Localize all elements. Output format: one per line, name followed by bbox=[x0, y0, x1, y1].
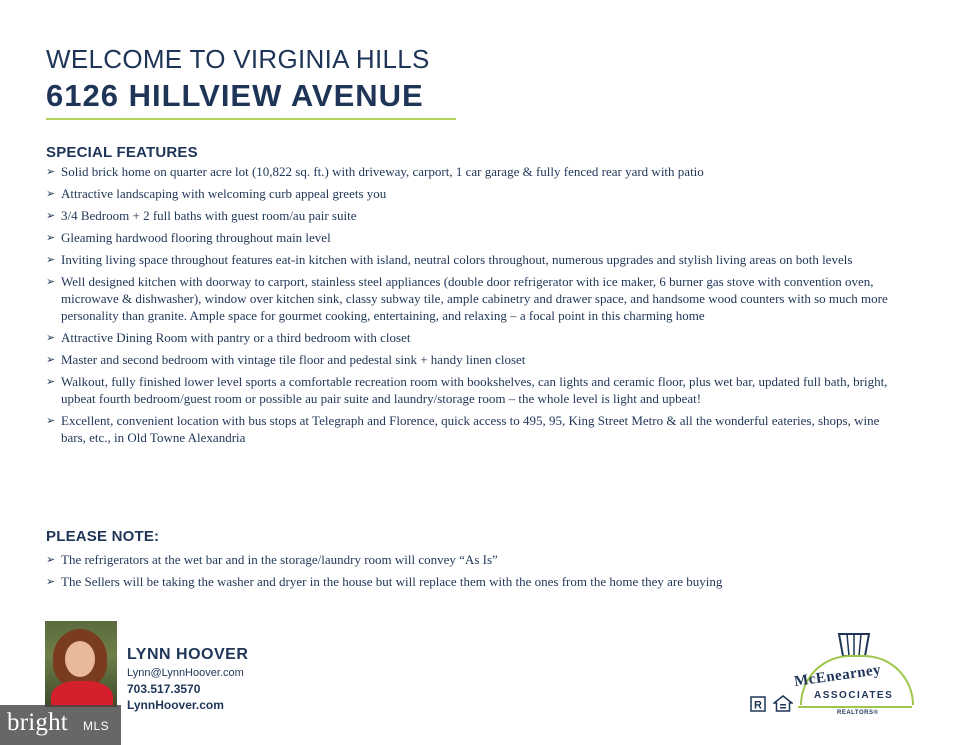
list-item: ➢ 3/4 Bedroom + 2 full baths with guest room/au pair suite bbox=[46, 208, 357, 223]
logo-divider bbox=[798, 706, 912, 708]
agent-website-link[interactable]: LynnHoover.com bbox=[127, 698, 224, 712]
arrowhead-bullet-icon: ➢ bbox=[46, 331, 56, 344]
agent-photo-shirt bbox=[51, 681, 113, 707]
list-item: ➢ Well designed kitchen with doorway to carport, stainless steel appliances (double door refrigerator with ice maker, 6 burner gas stove with convention oven, microwave & dishwasher), window over kitchen sink, classy subway tile, ample cabinetry and drawer space, and handsome wood counters with so much more personality than granite. Ample space for gourmet cooking, entertaining, and relaxing – a focal point in this charming home bbox=[46, 274, 888, 323]
list-item: ➢ Solid brick home on quarter acre lot (10,822 sq. ft.) with driveway, carport, 1 car garage & fully fenced rear yard with patio bbox=[46, 164, 704, 179]
welcome-heading: WELCOME TO VIRGINIA HILLS bbox=[46, 44, 430, 74]
list-item: ➢ Attractive Dining Room with pantry or a third bedroom with closet bbox=[46, 330, 411, 345]
arrowhead-bullet-icon: ➢ bbox=[46, 375, 56, 388]
arrowhead-bullet-icon: ➢ bbox=[46, 353, 56, 366]
title-divider bbox=[46, 118, 456, 120]
bright-word: bright bbox=[7, 709, 68, 736]
please-note-heading: PLEASE NOTE: bbox=[46, 528, 160, 545]
arrowhead-bullet-icon: ➢ bbox=[46, 165, 56, 178]
logo-name: McEnearney bbox=[793, 661, 883, 691]
list-item: ➢ Inviting living space throughout features eat-in kitchen with island, neutral colors throughout, numerous upgrades and stylish living areas on both levels bbox=[46, 252, 853, 267]
arrowhead-bullet-icon: ➢ bbox=[46, 575, 56, 588]
realtor-r-icon bbox=[750, 696, 766, 712]
special-features-heading: SPECIAL FEATURES bbox=[46, 144, 198, 161]
agent-phone[interactable]: 703.517.3570 bbox=[127, 682, 201, 696]
arrowhead-bullet-icon: ➢ bbox=[46, 231, 56, 244]
list-item: ➢ Master and second bedroom with vintage tile floor and pedestal sink + handy linen closet bbox=[46, 352, 526, 367]
mls-label: MLS bbox=[83, 719, 110, 733]
logo-realtors: REALTORS® bbox=[837, 710, 879, 716]
property-address: 6126 HILLVIEW AVENUE bbox=[46, 78, 424, 113]
list-item: ➢ The Sellers will be taking the washer and dryer in the house but will replace them with the ones from the home they are buying bbox=[46, 574, 723, 589]
mcenearney-logo bbox=[790, 630, 920, 720]
agent-photo bbox=[45, 621, 117, 707]
arrowhead-bullet-icon: ➢ bbox=[46, 553, 56, 566]
list-item: ➢ Walkout, fully finished lower level sports a comfortable recreation room with bookshelves, can lights and ceramic floor, plus wet bar, updated full bath, bright, upbeat fourth bedroom/guest room or possible au pair suite and laundry/storage room – the whole level is light and upbeat! bbox=[46, 374, 888, 406]
arrowhead-bullet-icon: ➢ bbox=[46, 209, 56, 222]
logo-associates: ASSOCIATES bbox=[814, 690, 894, 701]
arrowhead-bullet-icon: ➢ bbox=[46, 414, 56, 427]
arrowhead-bullet-icon: ➢ bbox=[46, 253, 56, 266]
please-note-list bbox=[46, 551, 896, 595]
special-features-list bbox=[46, 163, 896, 451]
bright-mls-watermark bbox=[0, 705, 121, 745]
list-item: ➢ Excellent, convenient location with bus stops at Telegraph and Florence, quick access to 495, 95, King Street Metro & all the wonderful eateries, shops, wine bars, etc., in Old Towne Alexandria bbox=[46, 413, 880, 445]
arrowhead-bullet-icon: ➢ bbox=[46, 187, 56, 200]
agent-email-link[interactable]: Lynn@LynnHoover.com bbox=[127, 667, 244, 679]
arrowhead-bullet-icon: ➢ bbox=[46, 275, 56, 288]
svg-text:R: R bbox=[754, 699, 762, 712]
agent-name: LYNN HOOVER bbox=[127, 646, 249, 663]
list-item: ➢ Gleaming hardwood flooring throughout main level bbox=[46, 230, 331, 245]
agent-photo-face bbox=[65, 641, 95, 677]
list-item: ➢ The refrigerators at the wet bar and in the storage/laundry room will convey “As Is” bbox=[46, 552, 498, 567]
list-item: ➢ Attractive landscaping with welcoming curb appeal greets you bbox=[46, 186, 387, 201]
